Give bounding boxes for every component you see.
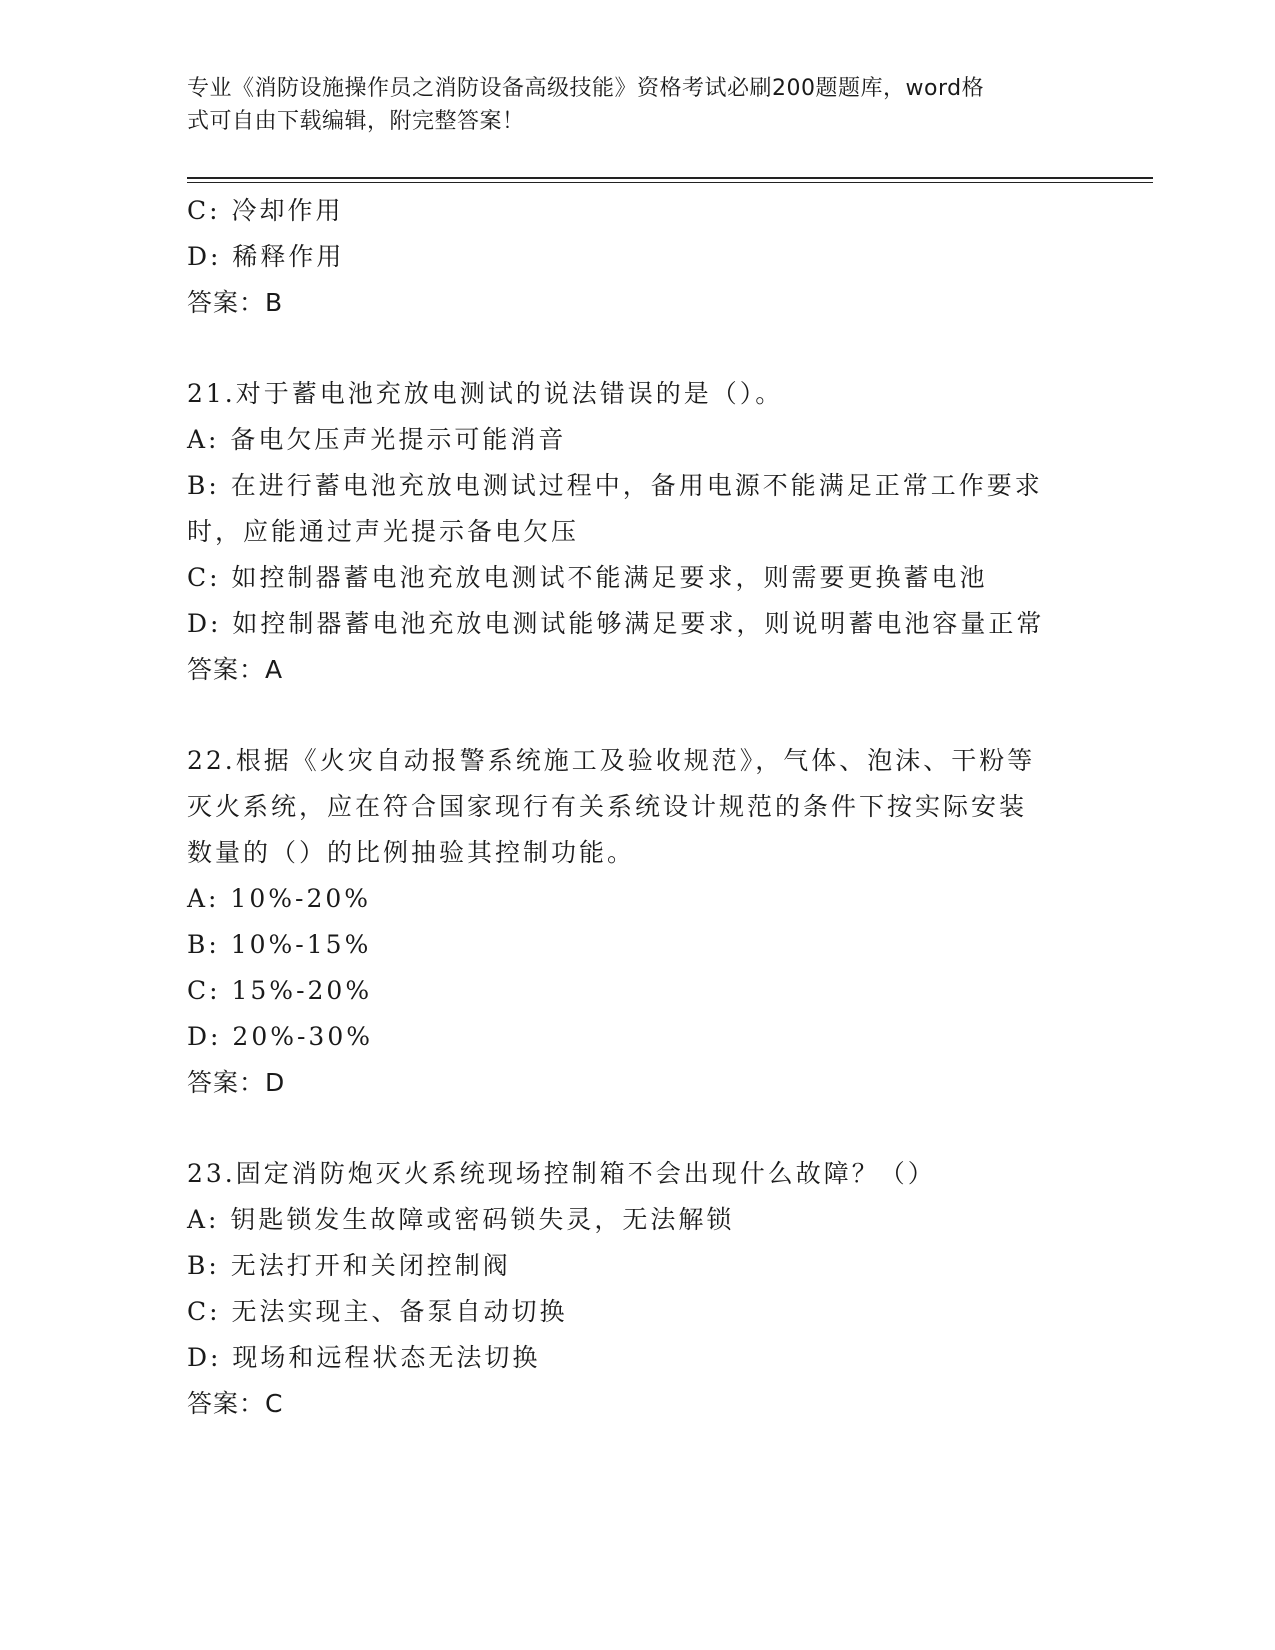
option-c: C: 15%-20%	[187, 976, 373, 1005]
question-stem: 23.固定消防炮灭火系统现场控制箱不会出现什么故障？（）	[187, 1159, 936, 1188]
question-20	[187, 188, 1087, 326]
option-d: D: 20%-30%	[187, 1022, 373, 1051]
question-stem: 21.对于蓄电池充放电测试的说法错误的是（）。	[187, 379, 784, 408]
header-divider-thin	[187, 182, 1153, 183]
question-list	[187, 188, 1087, 1427]
header-divider-thick	[187, 177, 1153, 179]
option-b: B: 无法打开和关闭控制阀	[187, 1251, 511, 1280]
document-header	[187, 72, 1067, 138]
spacer	[187, 693, 1087, 738]
answer: 答案：B	[187, 288, 284, 317]
option-d: D: 如控制器蓄电池充放电测试能够满足要求，则说明蓄电池容量正常	[187, 609, 1045, 638]
header-line-1: 专业《消防设施操作员之消防设备高级技能》资格考试必刷200题题库，word格	[187, 76, 985, 101]
answer: 答案：A	[187, 655, 284, 684]
spacer	[187, 1106, 1087, 1151]
header-line-2: 式可自由下载编辑，附完整答案！	[187, 109, 525, 134]
spacer	[187, 326, 1087, 371]
question-21	[187, 371, 1087, 693]
option-a: A: 备电欠压声光提示可能消音	[187, 425, 567, 454]
answer: 答案：C	[187, 1389, 284, 1418]
question-23	[187, 1151, 1087, 1427]
option-a: A: 钥匙锁发生故障或密码锁失灵，无法解锁	[187, 1205, 735, 1234]
option-c: C: 如控制器蓄电池充放电测试不能满足要求，则需要更换蓄电池	[187, 563, 988, 592]
option-d: D: 稀释作用	[187, 242, 345, 271]
option-b: B: 在进行蓄电池充放电测试过程中，备用电源不能满足正常工作要求	[187, 471, 1043, 500]
question-stem-continued: 灭火系统，应在符合国家现行有关系统设计规范的条件下按实际安装	[187, 792, 1028, 821]
option-c: C: 冷却作用	[187, 196, 344, 225]
option-b-continued: 时，应能通过声光提示备电欠压	[187, 517, 580, 546]
question-stem: 22.根据《火灾自动报警系统施工及验收规范》，气体、泡沫、干粉等	[187, 746, 1036, 775]
option-b: B: 10%-15%	[187, 930, 372, 959]
question-stem-continued: 数量的（）的比例抽验其控制功能。	[187, 838, 636, 867]
option-a: A: 10%-20%	[187, 884, 372, 913]
answer: 答案：D	[187, 1068, 286, 1097]
option-c: C: 无法实现主、备泵自动切换	[187, 1297, 568, 1326]
option-d: D: 现场和远程状态无法切换	[187, 1343, 541, 1372]
question-22	[187, 738, 1087, 1106]
